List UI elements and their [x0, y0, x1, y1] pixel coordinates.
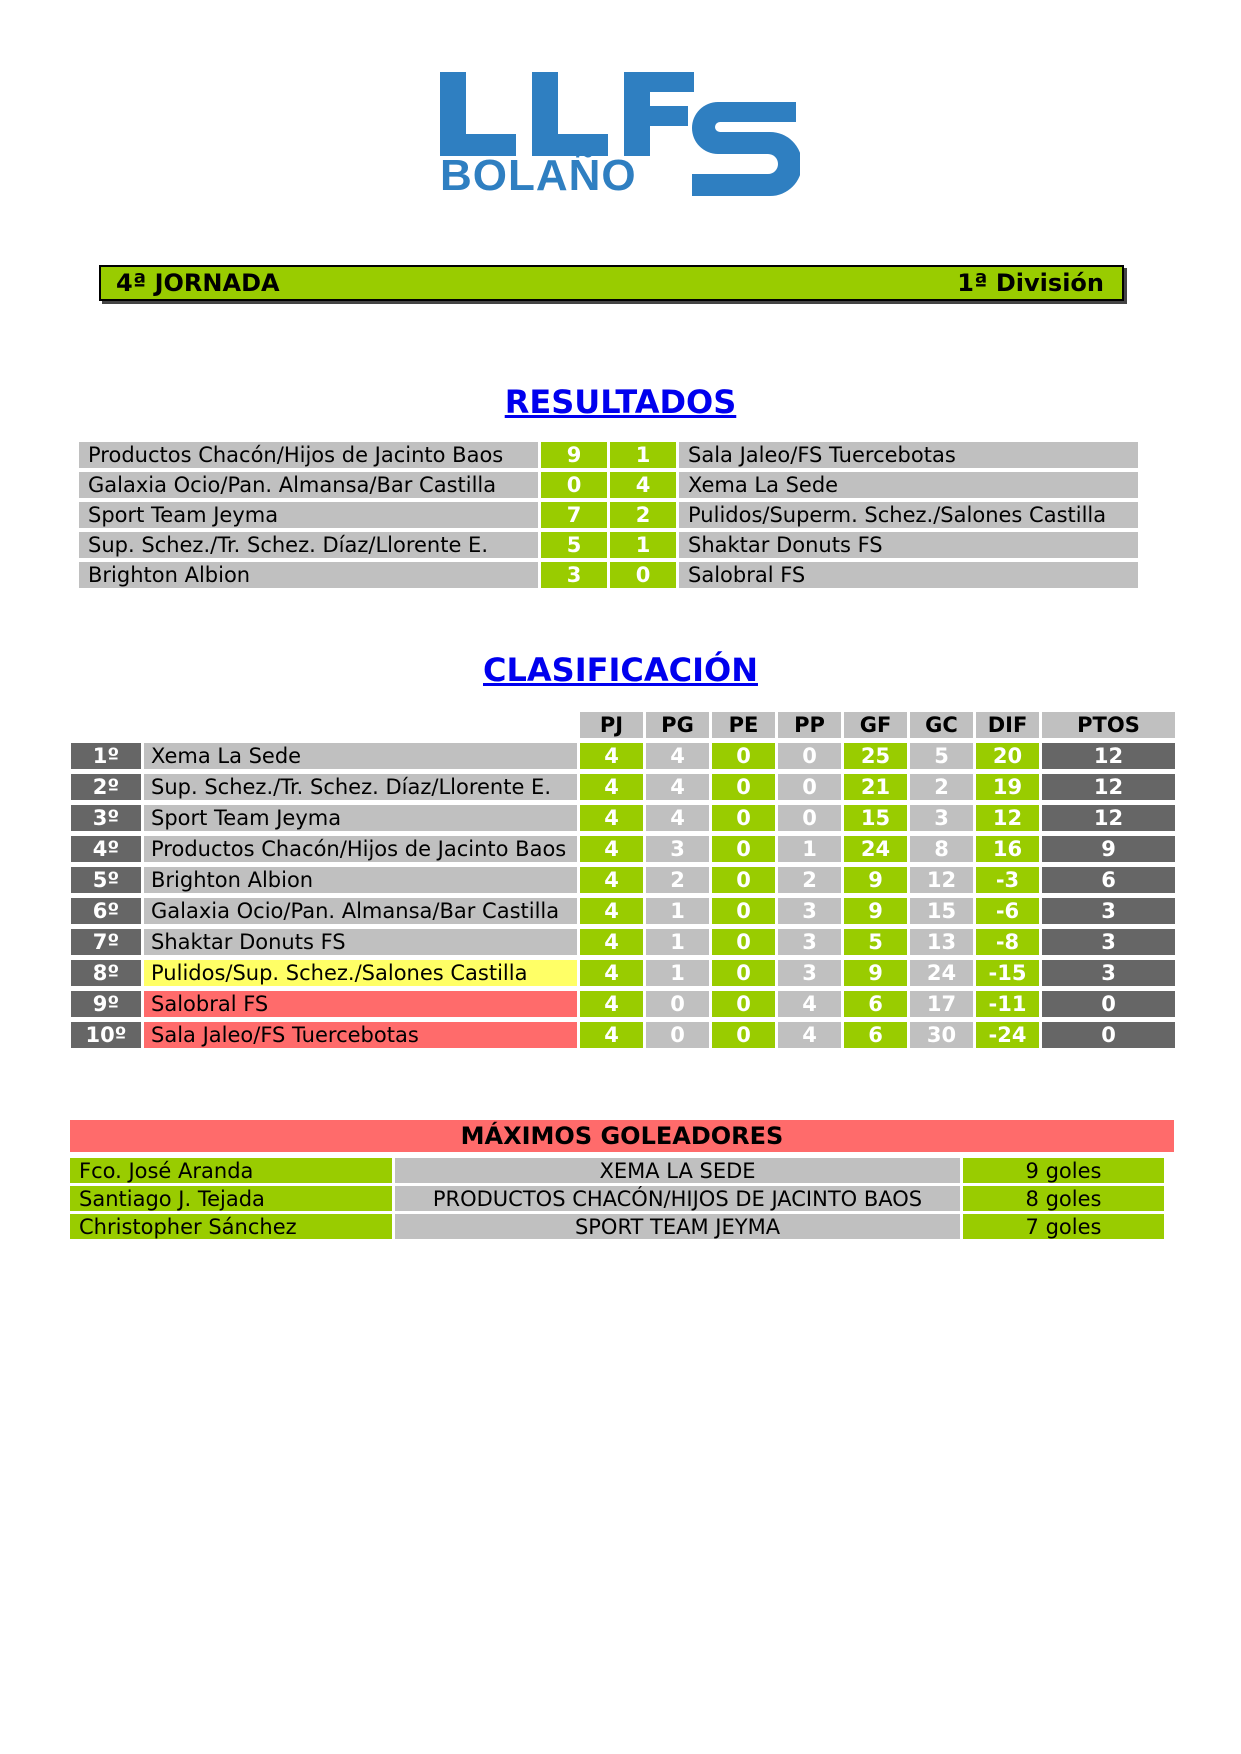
- stat-pj: 4: [580, 1022, 643, 1048]
- match-row: [79, 442, 1138, 468]
- stat-pts: 6: [1042, 867, 1175, 893]
- away-team: Sala Jaleo/FS Tuercebotas: [679, 442, 1138, 468]
- scorers-table: [67, 1155, 1167, 1242]
- clasificacion-title: CLASIFICACIÓN: [483, 651, 758, 689]
- stat-pj: 4: [580, 929, 643, 955]
- stat-pj: 4: [580, 991, 643, 1017]
- standings-row: [71, 805, 1175, 831]
- match-row: [79, 532, 1138, 558]
- away-team: Xema La Sede: [679, 472, 1138, 498]
- stat-pts: 0: [1042, 991, 1175, 1017]
- stat-pg: 1: [646, 960, 709, 986]
- scorer-row: [70, 1186, 1164, 1211]
- scorer-team: SPORT TEAM JEYMA: [395, 1214, 960, 1239]
- away-goals: 1: [610, 532, 676, 558]
- standings-row: [71, 743, 1175, 769]
- stat-pg: 0: [646, 1022, 709, 1048]
- stat-gc: 3: [910, 805, 973, 831]
- stat-pts: 12: [1042, 774, 1175, 800]
- stat-pts: 12: [1042, 743, 1175, 769]
- standings-row: [71, 774, 1175, 800]
- home-goals: 7: [541, 502, 607, 528]
- stat-gc: 15: [910, 898, 973, 924]
- header-ptos: PTOS: [1042, 712, 1175, 738]
- jornada-banner: [99, 265, 1124, 301]
- stat-dif: -8: [976, 929, 1039, 955]
- stat-dif: -15: [976, 960, 1039, 986]
- team-name: Sala Jaleo/FS Tuercebotas: [144, 1022, 577, 1048]
- away-team: Salobral FS: [679, 562, 1138, 588]
- svg-text:BOLAÑO: BOLAÑO: [440, 151, 637, 198]
- stat-gf: 5: [844, 929, 907, 955]
- position: 7º: [71, 929, 141, 955]
- header-pj: PJ: [580, 712, 643, 738]
- stat-pp: 1: [778, 836, 841, 862]
- team-name: Salobral FS: [144, 991, 577, 1017]
- stat-pg: 3: [646, 836, 709, 862]
- stat-gf: 21: [844, 774, 907, 800]
- away-goals: 0: [610, 562, 676, 588]
- home-goals: 3: [541, 562, 607, 588]
- stat-pe: 0: [712, 898, 775, 924]
- standings-row: [71, 867, 1175, 893]
- stat-pts: 0: [1042, 1022, 1175, 1048]
- away-team: Shaktar Donuts FS: [679, 532, 1138, 558]
- stat-pp: 0: [778, 743, 841, 769]
- stat-dif: 16: [976, 836, 1039, 862]
- stat-pts: 9: [1042, 836, 1175, 862]
- header-blank: [71, 712, 141, 738]
- position: 3º: [71, 805, 141, 831]
- match-row: [79, 562, 1138, 588]
- stat-pe: 0: [712, 991, 775, 1017]
- stat-gf: 9: [844, 898, 907, 924]
- stat-pg: 4: [646, 805, 709, 831]
- team-name: Xema La Sede: [144, 743, 577, 769]
- stat-pe: 0: [712, 1022, 775, 1048]
- stat-gf: 9: [844, 960, 907, 986]
- scorer-goals: 7 goles: [963, 1214, 1164, 1239]
- jornada-label: 4ª JORNADA: [116, 269, 280, 297]
- stat-gf: 25: [844, 743, 907, 769]
- stat-pts: 3: [1042, 929, 1175, 955]
- stat-pj: 4: [580, 743, 643, 769]
- stat-pe: 0: [712, 960, 775, 986]
- away-goals: 2: [610, 502, 676, 528]
- scorers-title: MÁXIMOS GOLEADORES: [70, 1120, 1174, 1152]
- stat-pj: 4: [580, 774, 643, 800]
- stat-dif: -24: [976, 1022, 1039, 1048]
- stat-pp: 3: [778, 929, 841, 955]
- stat-pg: 0: [646, 991, 709, 1017]
- stat-pp: 0: [778, 774, 841, 800]
- scorers-section: [70, 1120, 1174, 1242]
- stat-dif: -3: [976, 867, 1039, 893]
- standings-row: [71, 836, 1175, 862]
- stat-gc: 17: [910, 991, 973, 1017]
- stat-pg: 2: [646, 867, 709, 893]
- home-team: Brighton Albion: [79, 562, 538, 588]
- stat-gf: 6: [844, 991, 907, 1017]
- stat-gc: 12: [910, 867, 973, 893]
- stat-gf: 6: [844, 1022, 907, 1048]
- home-team: Productos Chacón/Hijos de Jacinto Baos: [79, 442, 538, 468]
- team-name: Sup. Schez./Tr. Schez. Díaz/Llorente E.: [144, 774, 577, 800]
- stat-gf: 15: [844, 805, 907, 831]
- stat-pg: 1: [646, 898, 709, 924]
- stat-pp: 2: [778, 867, 841, 893]
- standings-table: [68, 707, 1178, 1053]
- scorer-team: XEMA LA SEDE: [395, 1158, 960, 1183]
- stat-pj: 4: [580, 960, 643, 986]
- resultados-title: RESULTADOS: [504, 383, 737, 421]
- team-name: Productos Chacón/Hijos de Jacinto Baos: [144, 836, 577, 862]
- home-goals: 9: [541, 442, 607, 468]
- scorer-goals: 9 goles: [963, 1158, 1164, 1183]
- away-goals: 4: [610, 472, 676, 498]
- stat-pts: 12: [1042, 805, 1175, 831]
- stat-pg: 4: [646, 743, 709, 769]
- stat-pp: 0: [778, 805, 841, 831]
- home-team: Sup. Schez./Tr. Schez. Díaz/Llorente E.: [79, 532, 538, 558]
- team-name: Pulidos/Sup. Schez./Salones Castilla: [144, 960, 577, 986]
- team-name: Galaxia Ocio/Pan. Almansa/Bar Castilla: [144, 898, 577, 924]
- position: 6º: [71, 898, 141, 924]
- stat-pj: 4: [580, 867, 643, 893]
- stat-gc: 24: [910, 960, 973, 986]
- position: 2º: [71, 774, 141, 800]
- match-row: [79, 472, 1138, 498]
- stat-dif: 19: [976, 774, 1039, 800]
- scorer-name: Christopher Sánchez: [70, 1214, 392, 1239]
- scorer-name: Santiago J. Tejada: [70, 1186, 392, 1211]
- position: 1º: [71, 743, 141, 769]
- stat-pj: 4: [580, 805, 643, 831]
- stat-pp: 4: [778, 991, 841, 1017]
- stat-pe: 0: [712, 867, 775, 893]
- position: 10º: [71, 1022, 141, 1048]
- stat-pp: 3: [778, 898, 841, 924]
- team-name: Brighton Albion: [144, 867, 577, 893]
- stat-dif: -6: [976, 898, 1039, 924]
- away-goals: 1: [610, 442, 676, 468]
- stat-dif: 12: [976, 805, 1039, 831]
- stat-pe: 0: [712, 774, 775, 800]
- stat-gf: 24: [844, 836, 907, 862]
- stat-gc: 5: [910, 743, 973, 769]
- standings-row: [71, 991, 1175, 1017]
- home-team: Galaxia Ocio/Pan. Almansa/Bar Castilla: [79, 472, 538, 498]
- team-name: Sport Team Jeyma: [144, 805, 577, 831]
- stat-pe: 0: [712, 743, 775, 769]
- home-goals: 5: [541, 532, 607, 558]
- header-dif: DIF: [976, 712, 1039, 738]
- header-pe: PE: [712, 712, 775, 738]
- standings-row: [71, 1022, 1175, 1048]
- stat-pp: 3: [778, 960, 841, 986]
- home-team: Sport Team Jeyma: [79, 502, 538, 528]
- header-pp: PP: [778, 712, 841, 738]
- division-label: 1ª División: [957, 269, 1104, 297]
- scorer-goals: 8 goles: [963, 1186, 1164, 1211]
- scorer-name: Fco. José Aranda: [70, 1158, 392, 1183]
- llfs-bolano-logo: [440, 68, 800, 198]
- standings-row: [71, 929, 1175, 955]
- match-row: [79, 502, 1138, 528]
- stat-pts: 3: [1042, 898, 1175, 924]
- stat-gc: 8: [910, 836, 973, 862]
- stat-pp: 4: [778, 1022, 841, 1048]
- header-pg: PG: [646, 712, 709, 738]
- team-name: Shaktar Donuts FS: [144, 929, 577, 955]
- stat-pe: 0: [712, 836, 775, 862]
- home-goals: 0: [541, 472, 607, 498]
- results-table: [76, 438, 1141, 592]
- scorer-row: [70, 1214, 1164, 1239]
- stat-pj: 4: [580, 836, 643, 862]
- stat-pg: 1: [646, 929, 709, 955]
- header-gc: GC: [910, 712, 973, 738]
- position: 9º: [71, 991, 141, 1017]
- header-gf: GF: [844, 712, 907, 738]
- position: 4º: [71, 836, 141, 862]
- stat-pts: 3: [1042, 960, 1175, 986]
- stat-gc: 30: [910, 1022, 973, 1048]
- standings-header-row: [71, 712, 1175, 738]
- stat-gc: 2: [910, 774, 973, 800]
- stat-pe: 0: [712, 805, 775, 831]
- scorer-team: PRODUCTOS CHACÓN/HIJOS DE JACINTO BAOS: [395, 1186, 960, 1211]
- scorer-row: [70, 1158, 1164, 1183]
- stat-gf: 9: [844, 867, 907, 893]
- stat-pg: 4: [646, 774, 709, 800]
- position: 8º: [71, 960, 141, 986]
- position: 5º: [71, 867, 141, 893]
- stat-pj: 4: [580, 898, 643, 924]
- stat-dif: 20: [976, 743, 1039, 769]
- header-blank: [144, 712, 577, 738]
- stat-gc: 13: [910, 929, 973, 955]
- standings-row: [71, 960, 1175, 986]
- stat-dif: -11: [976, 991, 1039, 1017]
- away-team: Pulidos/Superm. Schez./Salones Castilla: [679, 502, 1138, 528]
- standings-row: [71, 898, 1175, 924]
- stat-pe: 0: [712, 929, 775, 955]
